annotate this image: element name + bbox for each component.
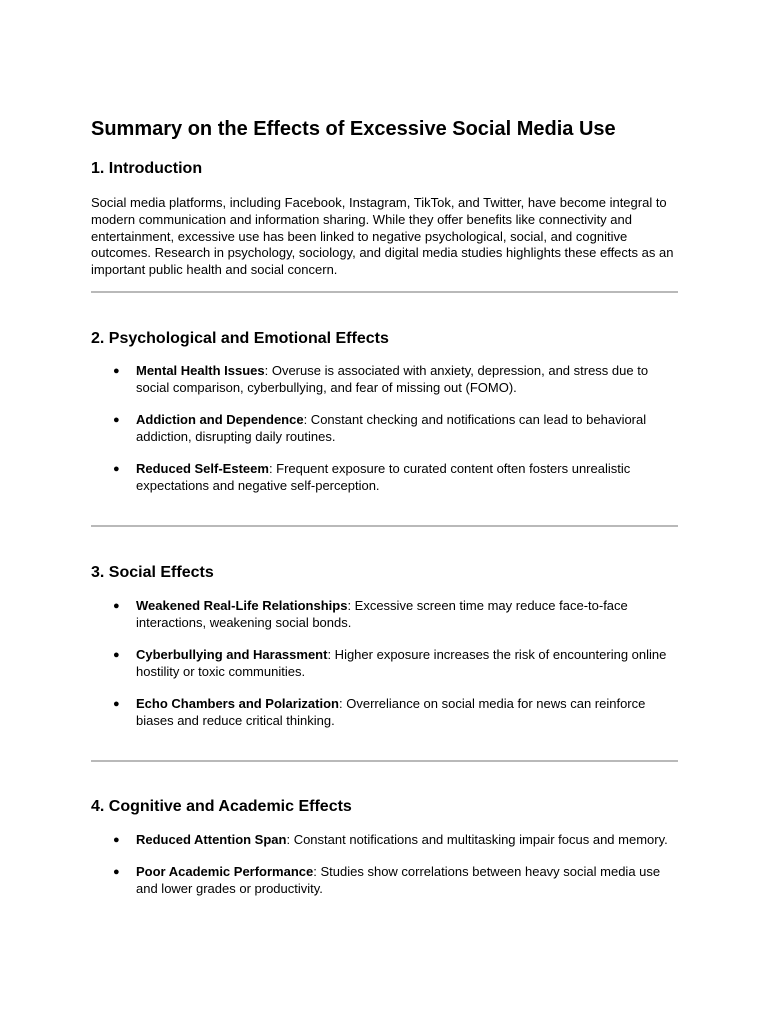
list-item (91, 864, 681, 898)
list-item-term: Echo Chambers and Polarization (136, 696, 339, 712)
bullet-icon: ● (113, 414, 120, 427)
section-divider (91, 291, 678, 293)
list-item-term: Cyberbullying and Harassment (136, 647, 328, 663)
document-title: Summary on the Effects of Excessive Social Media Use (91, 118, 616, 140)
list-item-text: : Frequent exposure to curated content often fosters unrealistic expectations and negative self-perception. (136, 461, 631, 493)
list-item-text: : Higher exposure increases the risk of encountering online hostility or toxic communities. (136, 647, 667, 679)
list-item-term: Mental Health Issues (136, 363, 265, 378)
list-item (91, 461, 681, 495)
list-item (91, 696, 681, 730)
list-item-text: : Overreliance on social media for news can reinforce biases and reduce critical thinking. (136, 696, 646, 728)
section-divider (91, 525, 678, 527)
list-item (91, 598, 681, 632)
list-item-text: : Overuse is associated with anxiety, depression, and stress due to social comparison, cyberbullying, and fear of missing out (FOMO). (136, 363, 649, 395)
list-item (91, 647, 681, 681)
list-item (91, 412, 681, 446)
section-heading-cognitive: 4. Cognitive and Academic Effects (91, 798, 352, 815)
bullet-icon: ● (113, 834, 120, 846)
section-heading-psychological: 2. Psychological and Emotional Effects (91, 330, 389, 347)
list-item-text: : Constant notifications and multitasking impair focus and memory. (286, 832, 668, 847)
list-item-text: : Constant checking and notifications can lead to behavioral addiction, disrupting daily routines. (136, 412, 647, 444)
list-item-text: : Excessive screen time may reduce face-to-face interactions, weakening social bonds. (136, 598, 628, 630)
bullet-icon: ● (113, 365, 120, 377)
bullet-icon: ● (113, 649, 120, 662)
list-item-term: Addiction and Dependence (136, 412, 304, 428)
list-item-term: Reduced Self-Esteem (136, 461, 269, 477)
list-item-term: Poor Academic Performance (136, 864, 314, 880)
psychological-effects-list (91, 363, 681, 495)
cognitive-effects-list (91, 832, 681, 898)
bullet-icon: ● (113, 600, 120, 612)
list-item-term: Weakened Real-Life Relationships (136, 598, 348, 613)
introduction-paragraph: Social media platforms, including Facebook, Instagram, TikTok, and Twitter, have become integral to modern communication and information sharing. While they offer benefits like connectivity and entertainment, excessive use has been linked to negative psychological, social, and cognitive outcomes. Research in psychology, sociology, and digital media studies highlights these effects as an important public health and social concern. (91, 195, 674, 278)
list-item (91, 363, 681, 397)
social-effects-list (91, 598, 681, 730)
bullet-icon: ● (113, 698, 120, 711)
section-divider (91, 760, 678, 762)
section-heading-introduction: 1. Introduction (91, 160, 203, 177)
section-heading-social: 3. Social Effects (91, 564, 214, 581)
list-item-text: : Studies show correlations between heavy social media use and lower grades or productivity. (136, 864, 661, 897)
bullet-icon: ● (113, 866, 120, 879)
bullet-icon: ● (113, 463, 120, 476)
list-item-term: Reduced Attention Span (136, 832, 287, 847)
list-item (91, 832, 681, 849)
